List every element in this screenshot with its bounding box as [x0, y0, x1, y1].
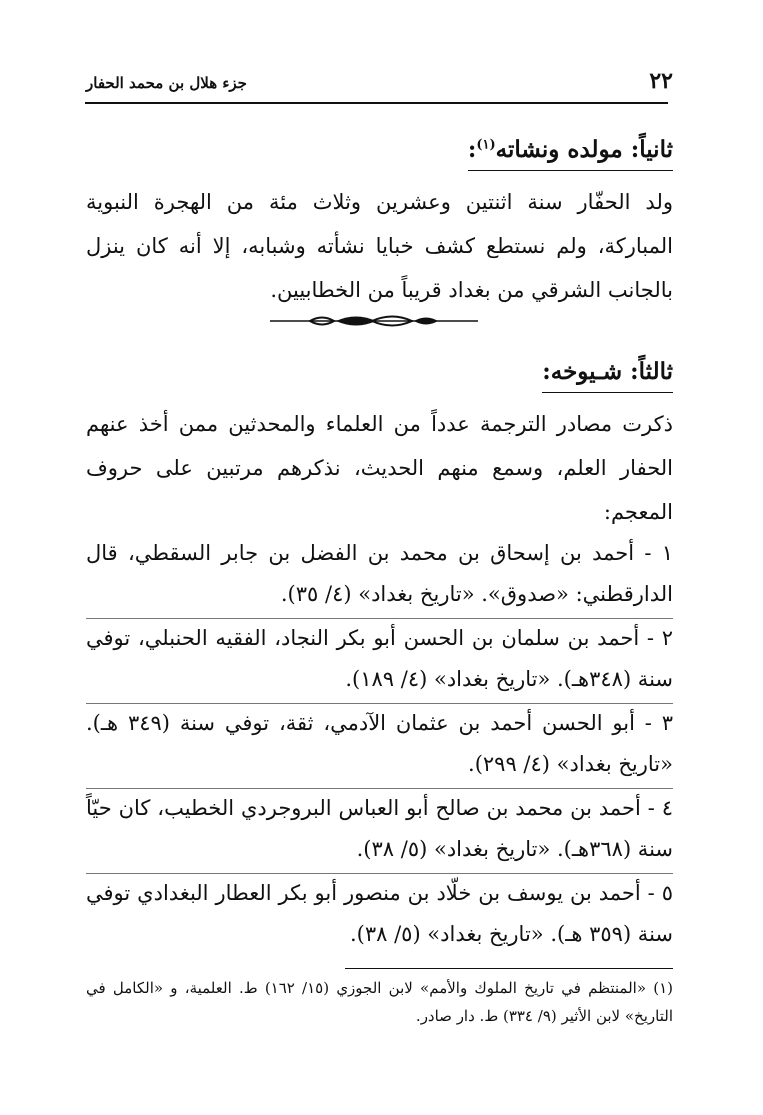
section-heading-birth-colon: :: [467, 136, 477, 163]
teachers-intro: ذكرت مصادر الترجمة عدداً من العلماء والمحدثين ممن أخذ عنهم الحفار العلم، وسمع منهم الحديث، نذكرهم مرتبين على حروف المعجم:: [86, 412, 673, 524]
section-heading-birth-text: ثانياً: مولده ونشاته: [495, 136, 673, 163]
ornament-divider: [270, 311, 478, 331]
teacher-entry-2: ٢ - أحمد بن سلمان بن الحسن أبو بكر النجاد، الفقيه الحنبلي، توفي سنة (٣٤٨هـ). «تاريخ بغداد» (٤/ ١٨٩).: [86, 626, 673, 691]
teacher-entry-4: ٤ - أحمد بن محمد بن صالح أبو العباس البروجردي الخطيب، كان حيّاً سنة (٣٦٨هـ). «تاريخ بغداد» (٥/ ٣٨).: [86, 796, 673, 861]
running-title: جزء هلال بن محمد الحفار: [86, 74, 247, 92]
footnote-ref[interactable]: (١): [476, 137, 496, 153]
page-number: ٢٢: [649, 68, 673, 94]
section-heading-teachers: ثالثاً: شـيوخه:: [542, 354, 673, 393]
footnote: (١) «المنتظم في تاريخ الملوك والأمم» لابن الجوزي (١٥/ ١٦٢) ط. العلمية، و «الكامل في التاريخ» لابن الأثير (٩/ ٣٣٤) ط. دار صادر.: [86, 979, 673, 1025]
footnote-rule: [345, 968, 673, 969]
teacher-entry-3: ٣ - أبو الحسن أحمد بن عثمان الآدمي، ثقة، توفي سنة (٣٤٩ هـ). «تاريخ بغداد» (٤/ ٢٩٩).: [86, 711, 673, 776]
header-rule: [85, 102, 668, 104]
section-heading-birth: [468, 132, 673, 171]
birth-paragraph: ولد الحفّار سنة اثنتين وعشرين وثلاث مئة من الهجرة النبوية المباركة، ولم نستطع كشف خبايا نشأته وشبابه، إلا أنه كان ينزل بالجانب الشرقي من بغداد قريباً من الخطابيين.: [86, 190, 673, 302]
teacher-entry-1: ١ - أحمد بن إسحاق بن محمد بن الفضل بن جابر السقطي، قال الدارقطني: «صدوق». «تاريخ بغداد» (٤/ ٣٥).: [86, 541, 673, 606]
teacher-entry-5: ٥ - أحمد بن يوسف بن خلّاد بن منصور أبو بكر العطار البغدادي توفي سنة (٣٥٩ هـ). «تاريخ بغداد» (٥/ ٣٨).: [86, 881, 673, 946]
